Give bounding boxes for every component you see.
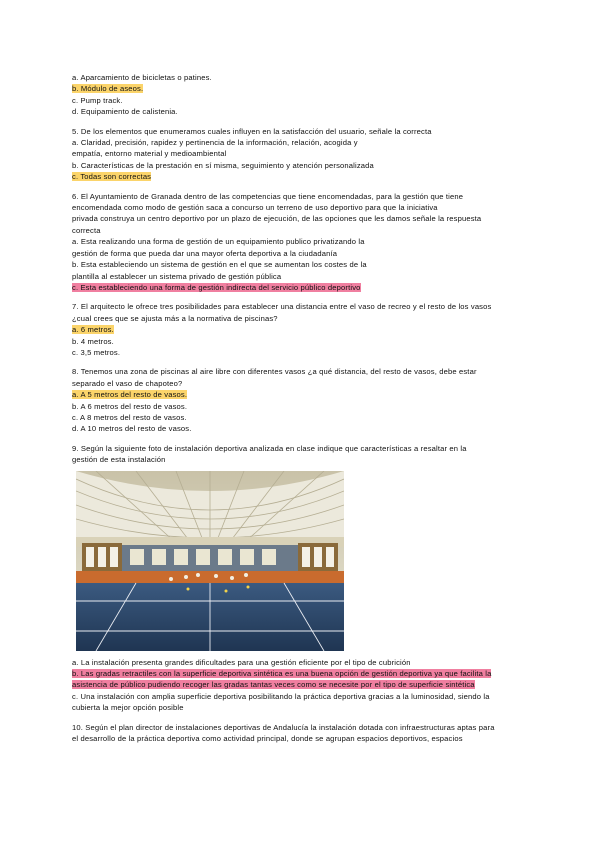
question-6 xyxy=(72,191,540,294)
option-9a: a. La instalación presenta grandes dificultades para una gestión eficiente por el tipo de cubrición xyxy=(72,657,411,667)
question-4-options xyxy=(72,72,540,118)
option-5a-line1: a. Claridad, precisión, rapidez y pertinencia de la información, relación, acogida y xyxy=(72,138,358,148)
option-6b-line2: plantilla al establecer un sistema privado de gestión pública xyxy=(72,271,282,281)
question-9-stem-1: 9. Según la siguiente foto de instalación deportiva analizada en clase indique que características a resaltar en la xyxy=(72,443,467,453)
option-6c-correct: c. Esta estableciendo una forma de gestión indirecta del servicio público deportivo xyxy=(72,282,361,292)
option-8b: b. A 6 metros del resto de vasos. xyxy=(72,401,188,411)
question-5-stem: 5. De los elementos que enumeramos cuales influyen en la satisfacción del usuario, señale la correcta xyxy=(72,126,432,136)
question-7 xyxy=(72,301,540,358)
option-7b: b. 4 metros. xyxy=(72,336,114,346)
option-6b-line1: b. Esta estableciendo un sistema de gestión en el que se aumentan los costes de la xyxy=(72,260,367,270)
option-9b-correct-line2: asistencia de público pudiendo recoger las gradas tantas veces como se necesite por el tipo de superficie sintética xyxy=(72,680,475,690)
option-8d: d. A 10 metros del resto de vasos. xyxy=(72,424,192,434)
sports-hall-photo xyxy=(76,471,344,651)
question-9 xyxy=(72,443,540,714)
option-6a-line1: a. Esta realizando una forma de gestión de un equipamiento publico privatizando la xyxy=(72,237,365,247)
option-8c: c. A 8 metros del resto de vasos. xyxy=(72,412,187,422)
question-5 xyxy=(72,126,540,183)
question-7-stem-1: 7. El arquitecto le ofrece tres posibilidades para establecer una distancia entre el vaso de recreo y el resto de los vasos xyxy=(72,302,492,312)
question-8-stem-2: separado el vaso de chapoteo? xyxy=(72,378,183,388)
question-7-stem-2: ¿cual crees que se ajusta más a la normativa de piscinas? xyxy=(72,313,278,323)
question-10-stem-1: 10. Según el plan director de instalaciones deportivas de Andalucía la instalación dotada con infraestructuras aptas para xyxy=(72,722,495,732)
option-4d: d. Equipamiento de calistenia. xyxy=(72,107,178,117)
option-4a: a. Aparcamiento de bicicletas o patines. xyxy=(72,73,212,82)
question-9-stem-2: gestión de esta instalación xyxy=(72,455,166,465)
option-7c: c. 3,5 metros. xyxy=(72,347,121,357)
question-6-stem-4: correcta xyxy=(72,225,101,235)
option-5c-correct: c. Todas son correctas xyxy=(72,172,152,182)
question-8 xyxy=(72,366,540,434)
question-6-stem-2: encomendada como modo de gestión saca a concurso un terreno de uso deportivo para que la iniciativa xyxy=(72,203,438,213)
question-6-stem-3: privada construya un centro deportivo por un plazo de ejecución, de las opciones que les damos señale la respuesta xyxy=(72,214,482,224)
option-9c-line2: cubierta la mejor opción posible xyxy=(72,703,184,713)
option-9b-correct-line1: b. Las gradas retractiles con la superficie deportiva sintética es una buena opción de gestión deportiva ya que facilita la xyxy=(72,669,492,678)
question-6-stem-1: 6. El Ayuntamiento de Granada dentro de las competencias que tiene encomendadas, para la gestión que tiene xyxy=(72,191,464,201)
option-4c: c. Pump track. xyxy=(72,95,123,105)
question-8-stem-1: 8. Tenemos una zona de piscinas al aire libre con diferentes vasos ¿a qué distancia, del resto de vasos, debe estar xyxy=(72,367,477,377)
option-5b: b. Características de la prestación en sí misma, seguimiento y atención personalizada xyxy=(72,160,374,170)
option-6a-line2: gestión de forma que pueda dar una mayor oferta deportiva a la ciudadanía xyxy=(72,248,338,258)
question-10-stem-2: el desarrollo de la práctica deportiva como actividad principal, donde se agrupan espacios deportivos, espacios xyxy=(72,734,463,744)
option-7a-correct: a. 6 metros. xyxy=(72,325,114,335)
option-4b-correct: b. Módulo de aseos. xyxy=(72,84,144,94)
option-8a-correct: a. A 5 metros del resto de vasos. xyxy=(72,390,188,400)
question-10 xyxy=(72,722,540,745)
option-9c-line1: c. Una instalación con amplia superficie deportiva posibilitando la práctica deportiva gracias a la luminosidad, siendo la xyxy=(72,691,490,701)
option-5a-line2: empatía, entorno material y medioambiental xyxy=(72,149,227,159)
